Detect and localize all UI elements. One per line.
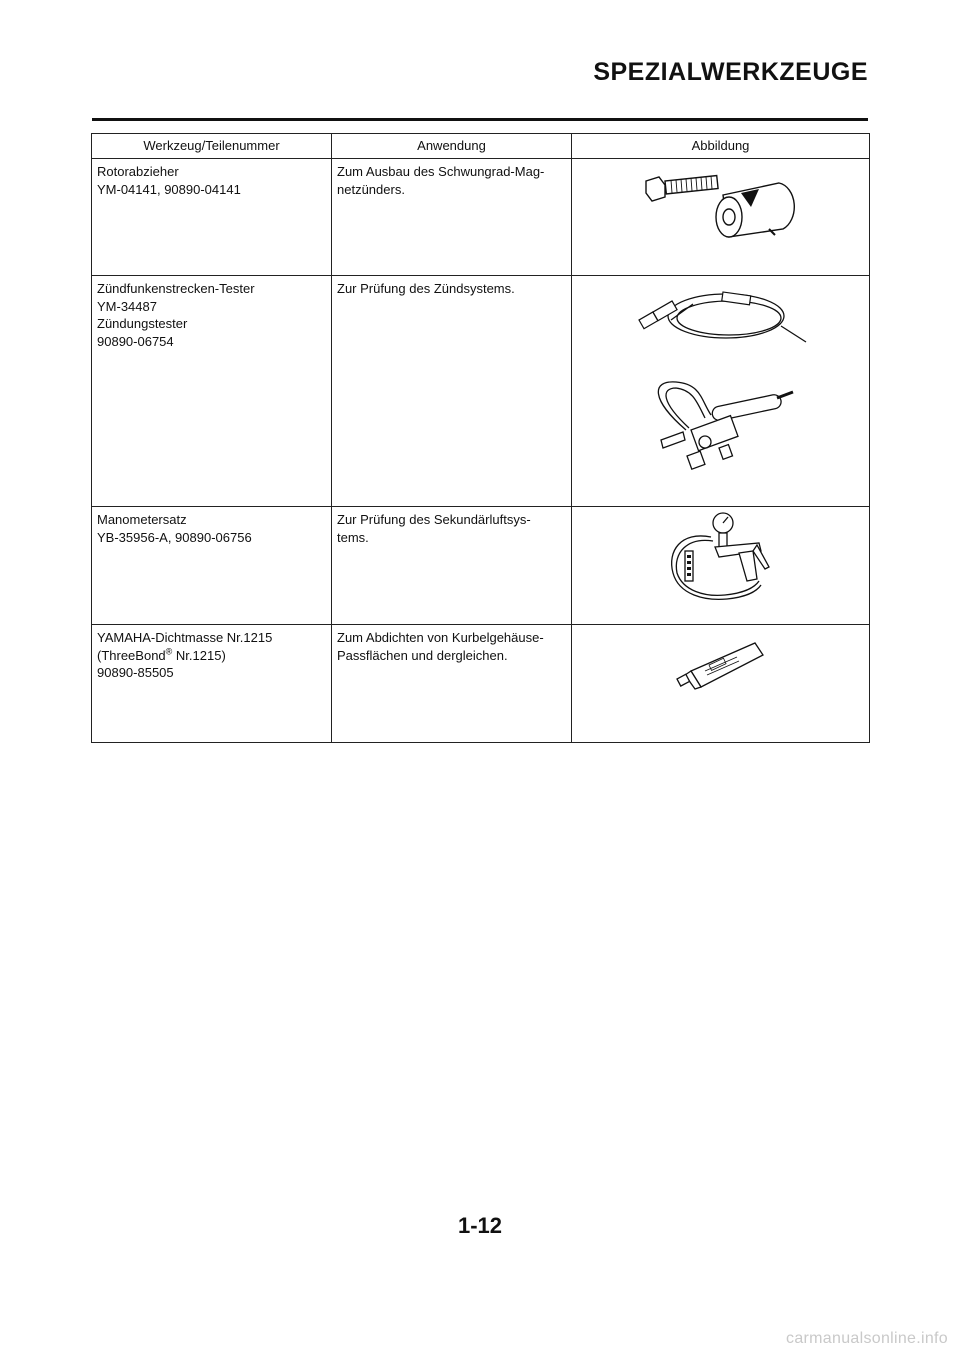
tool-part-number: 90890-85505 [97, 665, 174, 680]
ignition-tester-illustration [631, 280, 811, 480]
tool-name: YAMAHA-Dichtmasse Nr.1215 [97, 630, 273, 645]
sealant-tube-illustration [671, 629, 771, 699]
illustration-cell [572, 625, 870, 743]
use-cell [332, 159, 572, 276]
tool-part-number: 90890-06754 [97, 333, 174, 349]
column-header-tool: Werkzeug/Teilenummer [92, 134, 332, 159]
tool-part-number: YM-34487 [97, 298, 157, 314]
tool-name-part: (ThreeBond [97, 647, 166, 663]
use-text: Zur Prüfung des Sekundärluftsys- [337, 512, 531, 527]
tool-name [97, 647, 326, 665]
tool-name: Rotorabzieher [97, 164, 179, 179]
pressure-gauge-set-illustration [661, 511, 781, 611]
use-text: Zur Prüfung des Zündsystems. [337, 281, 515, 296]
page-number: 1-12 [457, 1213, 503, 1238]
use-text: Passflächen und dergleichen. [337, 647, 508, 663]
table-header-row [92, 134, 870, 159]
illustration-cell [572, 159, 870, 276]
use-text: tems. [337, 529, 369, 545]
tool-cell [92, 159, 332, 276]
special-tools-table [91, 133, 870, 743]
tool-cell [92, 507, 332, 625]
illustration-cell [572, 507, 870, 625]
use-text: Zum Abdichten von Kurbelgehäuse- [337, 630, 544, 645]
tool-part-number: YM-04141, 90890-04141 [97, 181, 241, 197]
use-text: netzünders. [337, 181, 405, 197]
tool-part-number: YB-35956-A, 90890-06756 [97, 529, 252, 545]
tool-name: Manometersatz [97, 512, 187, 527]
tool-name-part: Nr.1215) [172, 647, 226, 663]
rotor-puller-illustration [641, 163, 801, 243]
table-row [92, 507, 870, 625]
use-cell [332, 625, 572, 743]
title-divider [92, 118, 868, 121]
column-header-illustration: Abbildung [572, 134, 870, 159]
tool-name: Zündfunkenstrecken-Tester [97, 281, 255, 296]
illustration-cell [572, 276, 870, 507]
table-row [92, 159, 870, 276]
tool-name: Zündungstester [97, 316, 188, 331]
tool-cell [92, 625, 332, 743]
table-row [92, 276, 870, 507]
registered-mark: ® [165, 646, 173, 657]
use-cell [332, 507, 572, 625]
page-title: SPEZIALWERKZEUGE [593, 58, 868, 86]
use-cell [332, 276, 572, 507]
column-header-use: Anwendung [332, 134, 572, 159]
use-text: Zum Ausbau des Schwungrad-Mag- [337, 164, 545, 179]
table-row [92, 625, 870, 743]
watermark: carmanualsonline.info [786, 1330, 948, 1347]
tool-cell [92, 276, 332, 507]
